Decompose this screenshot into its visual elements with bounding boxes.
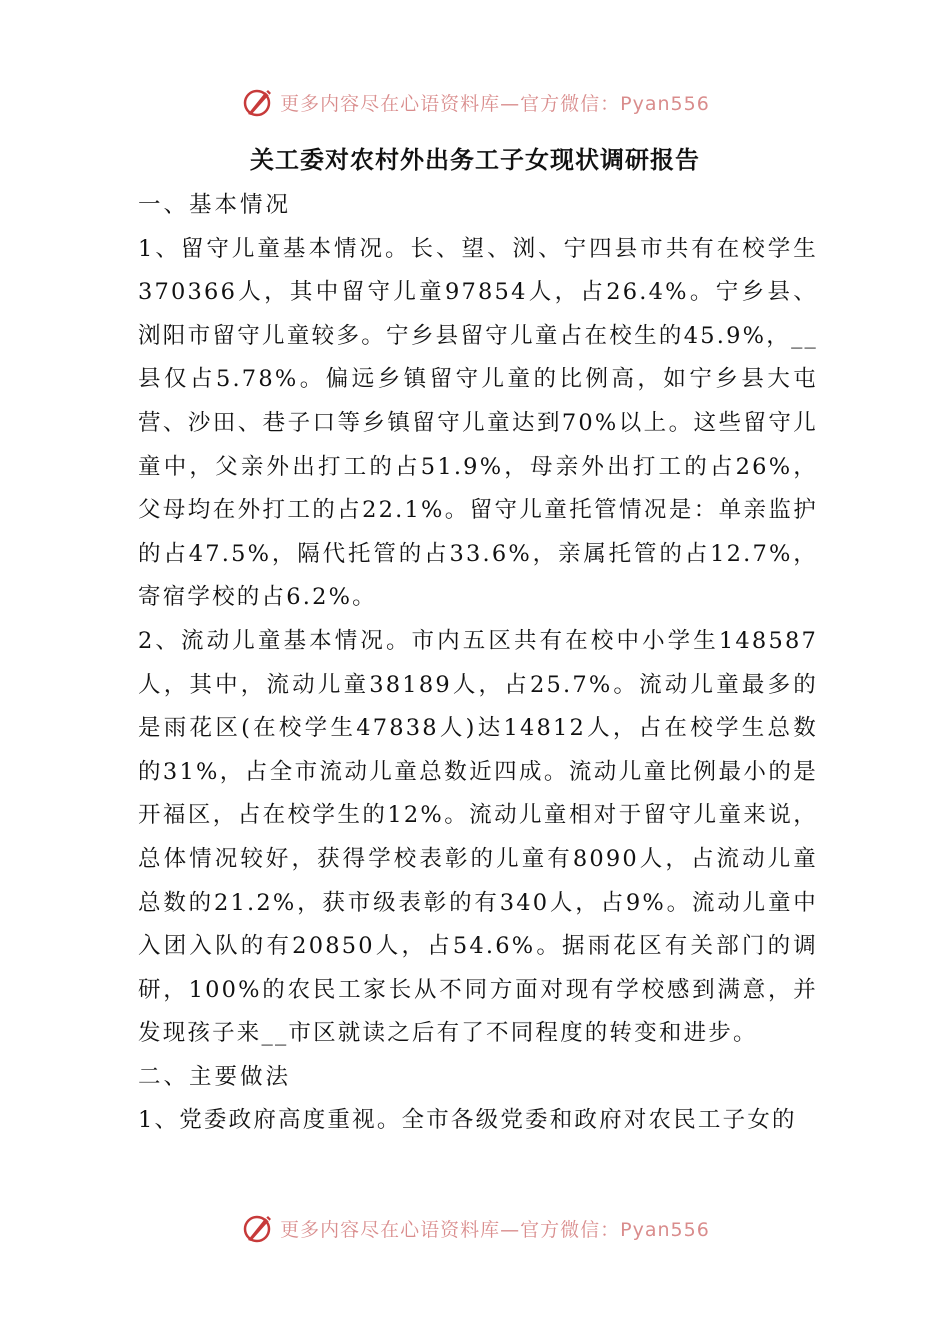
- pen-circle-icon: [240, 84, 276, 120]
- banner-text: 更多内容尽在心语资料库—官方微信：Pyan556: [280, 1218, 710, 1241]
- section-heading: 一、基本情况: [138, 192, 292, 218]
- paragraph: 1、留守儿童基本情况。长、望、浏、宁四县市共有在校学生370366人，其中留守儿童97854人，占26.4%。宁乡县、浏阳市留守儿童较多。宁乡县留守儿童占在校生的45.9%，__县仅占5.78%。偏远乡镇留守儿童的比例高，如宁乡县大屯营、沙田、巷子口等乡镇留守儿童达到70%以上。这些留守儿童中，父亲外出打工的占51.9%，母亲外出打工的占26%，父母均在外打工的占22.1%。留守儿童托管情况是：单亲监护的占47.5%，隔代托管的占33.6%，亲属托管的占12.7%，寄宿学校的占6.2%。: [138, 235, 818, 611]
- footer-banner: [0, 1210, 950, 1246]
- document-title: 关工委对农村外出务工子女现状调研报告: [250, 145, 700, 174]
- paragraph: 2、流动儿童基本情况。市内五区共有在校中小学生148587人，其中，流动儿童38189人，占25.7%。流动儿童最多的是雨花区(在校学生47838人)达14812人，占在校学生总数的31%，占全市流动儿童总数近四成。流动儿童比例最小的是开福区，占在校学生的12%。流动儿童相对于留守儿童来说，总体情况较好，获得学校表彰的儿童有8090人，占流动儿童总数的21.2%，获市级表彰的有340人，占9%。流动儿童中入团入队的有20850人，占54.6%。据雨花区有关部门的调研，100%的农民工家长从不同方面对现有学校感到满意，并发现孩子来__市区就读之后有了不同程度的转变和进步。: [138, 627, 818, 1047]
- document-body: [138, 184, 818, 1143]
- banner-text: 更多内容尽在心语资料库—官方微信：Pyan556: [280, 92, 710, 115]
- section-heading: 二、主要做法: [138, 1063, 292, 1090]
- paragraph: 1、党委政府高度重视。全市各级党委和政府对农民工子女的: [138, 1107, 797, 1134]
- pen-circle-icon: [240, 1210, 276, 1246]
- header-banner: [0, 84, 950, 120]
